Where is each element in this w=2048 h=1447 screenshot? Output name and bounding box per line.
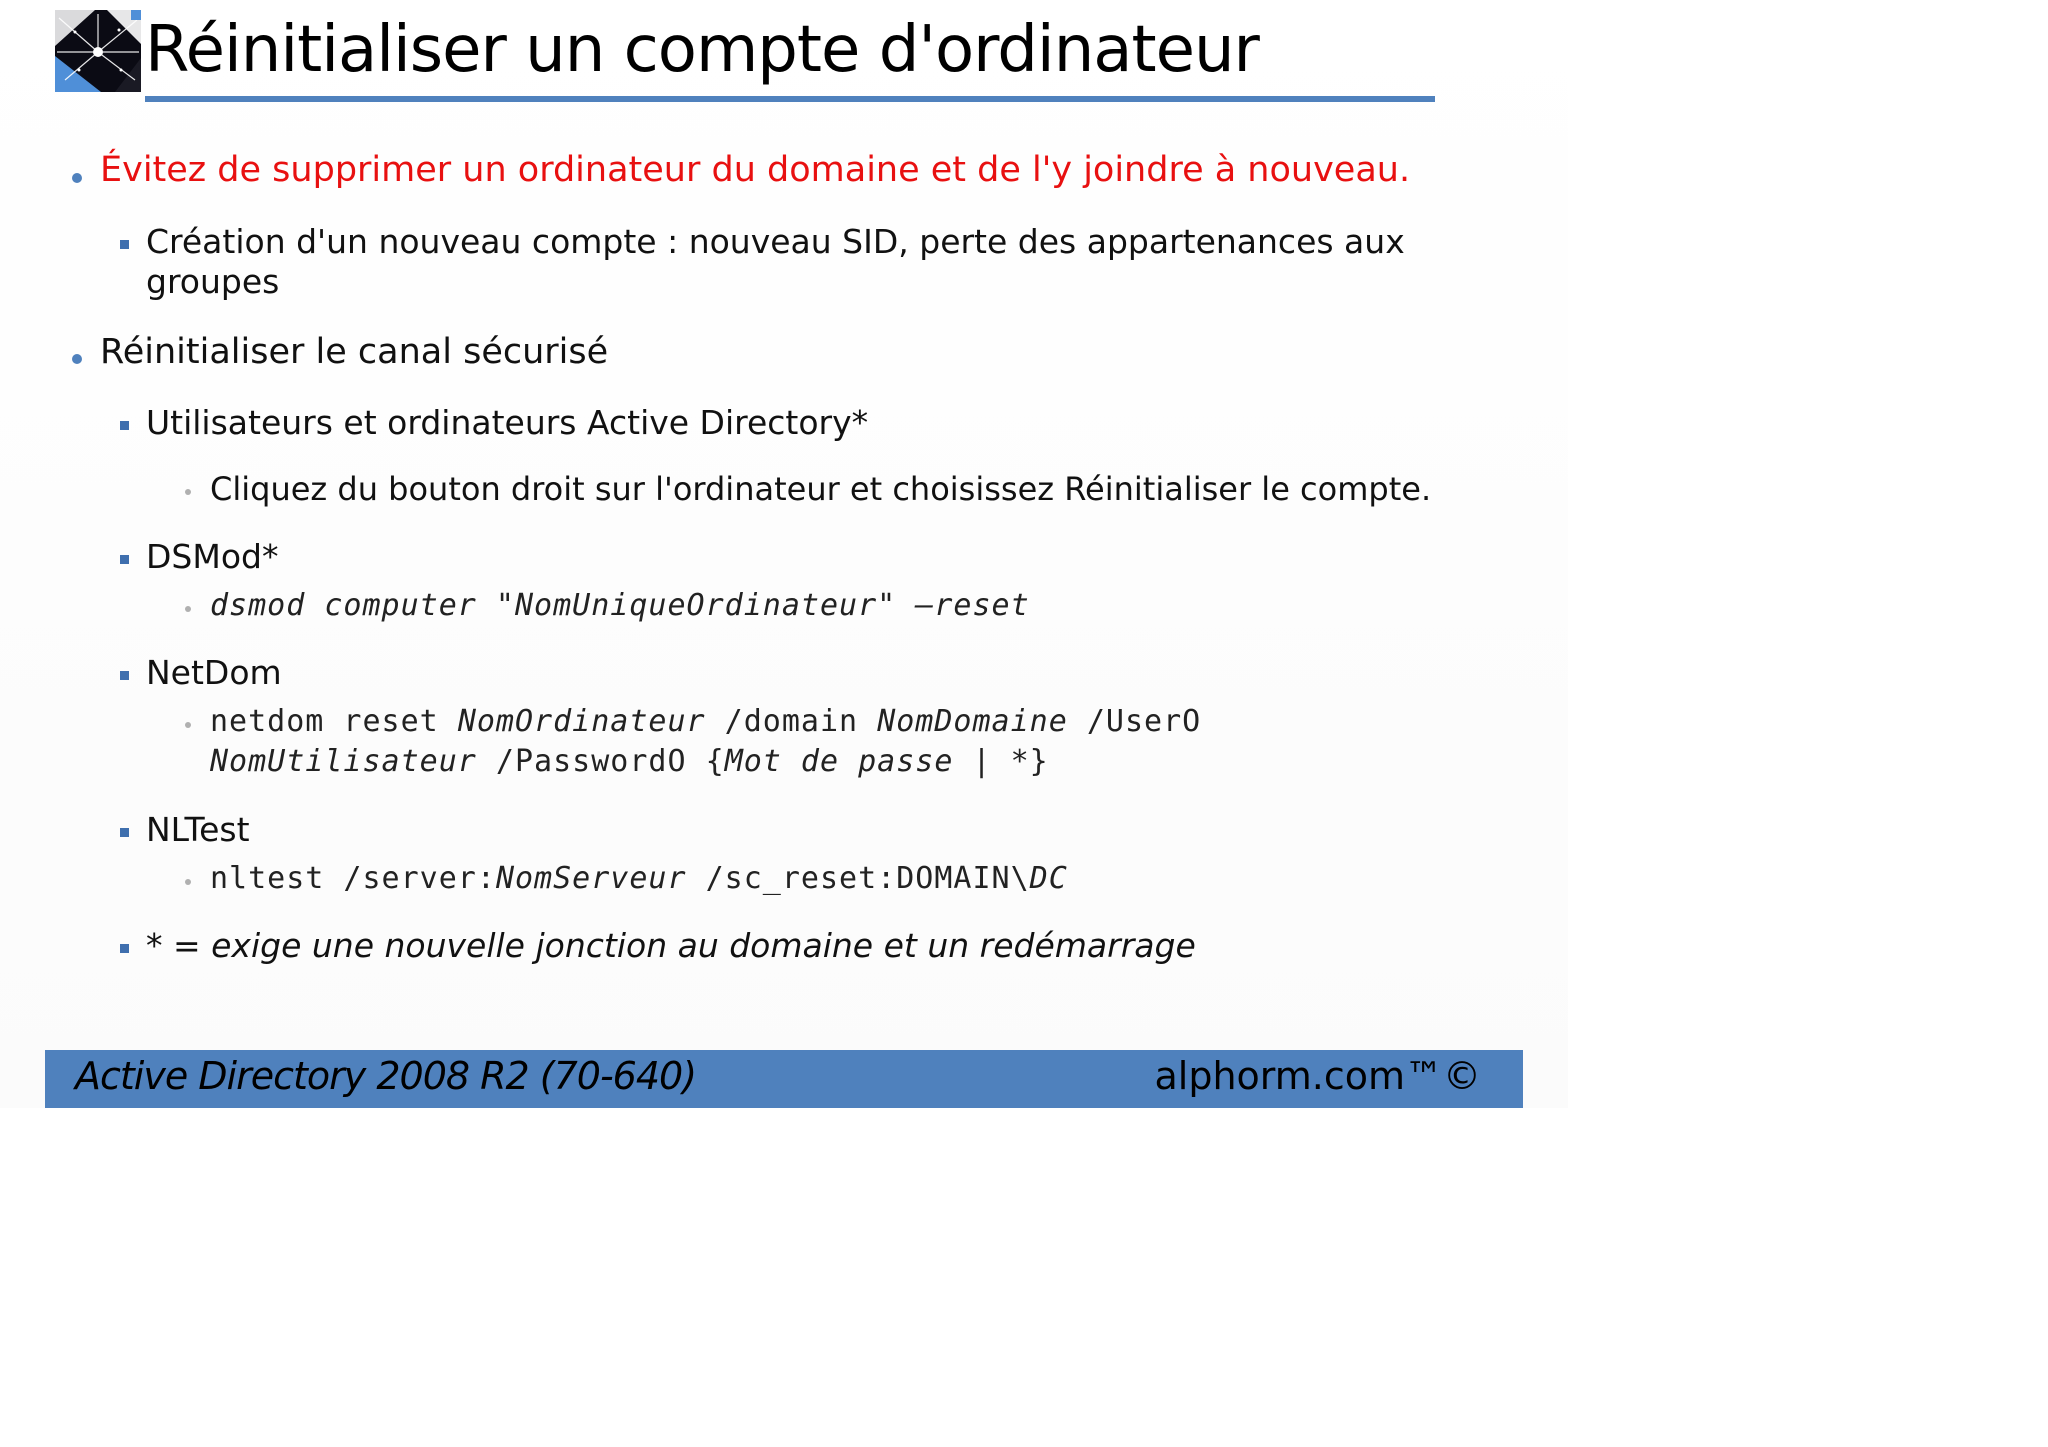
sub-bullet-marker <box>120 828 129 837</box>
bullet-marker <box>72 173 82 183</box>
sub-sub-bullet-text: Cliquez du bouton droit sur l'ordinateur et choisissez Réinitialiser le compte. <box>210 470 1432 508</box>
sub-bullet-aduc: Utilisateurs et ordinateurs Active Directory* <box>146 403 869 442</box>
title-underline <box>145 96 1435 102</box>
cmd-text: netdom reset <box>210 704 458 739</box>
cmd-text: nltest /server: <box>210 861 496 896</box>
sub-sub-bullet-marker <box>185 722 191 728</box>
netdom-command-line2 <box>210 744 1049 779</box>
cmd-text: | *} <box>953 744 1049 779</box>
bullet-warning: Évitez de supprimer un ordinateur du domaine et de l'y joindre à nouveau. <box>100 150 1411 190</box>
cmd-param: Mot de passe <box>724 744 954 779</box>
cmd-param: NomOrdinateur <box>457 704 706 739</box>
sub-bullet-nltest: NLTest <box>146 810 250 849</box>
cmd-param: DC <box>1029 861 1068 896</box>
cmd-param: NomDomaine <box>877 704 1068 739</box>
sub-bullet-text: Création d'un nouveau compte : nouveau SID, perte des appartenances aux <box>146 222 1405 261</box>
sub-sub-bullet-marker <box>185 879 191 885</box>
sub-bullet-dsmod: DSMod* <box>146 537 279 576</box>
sub-sub-bullet-marker <box>185 489 191 495</box>
cmd-param: NomUtilisateur <box>210 744 477 779</box>
footer-bar <box>45 1050 1523 1108</box>
page-title: Réinitialiser un compte d'ordinateur <box>145 13 1259 87</box>
cmd-text: /domain <box>705 704 878 739</box>
cmd-text: /PasswordO { <box>476 744 725 779</box>
sub-bullet-marker <box>120 421 129 430</box>
sub-bullet-netdom: NetDom <box>146 653 282 692</box>
cmd-param: NomServeur <box>495 861 687 896</box>
course-title: Active Directory 2008 R2 (70-640) <box>75 1054 697 1098</box>
bullet-marker <box>72 354 82 364</box>
cmd-text: /sc_reset:DOMAIN\ <box>686 861 1030 896</box>
netdom-command-line1 <box>210 704 1201 739</box>
sub-bullet-marker <box>120 555 129 564</box>
bullet-secure-channel: Réinitialiser le canal sécurisé <box>100 332 609 372</box>
sub-bullet-marker <box>120 240 129 249</box>
sub-bullet-marker <box>120 671 129 680</box>
starburst-logo-icon <box>55 10 141 92</box>
sub-bullet-text-cont: groupes <box>146 262 280 301</box>
sub-sub-bullet-marker <box>185 606 191 612</box>
dsmod-command: dsmod computer "NomUniqueOrdinateur" –reset <box>210 588 1030 623</box>
nltest-command <box>210 861 1068 896</box>
cmd-text: /UserO <box>1067 704 1202 739</box>
brand-text: alphorm.com™© <box>1154 1054 1481 1098</box>
footnote-restart: * = exige une nouvelle jonction au domaine et un redémarrage <box>146 926 1196 965</box>
sub-bullet-marker <box>120 944 129 953</box>
